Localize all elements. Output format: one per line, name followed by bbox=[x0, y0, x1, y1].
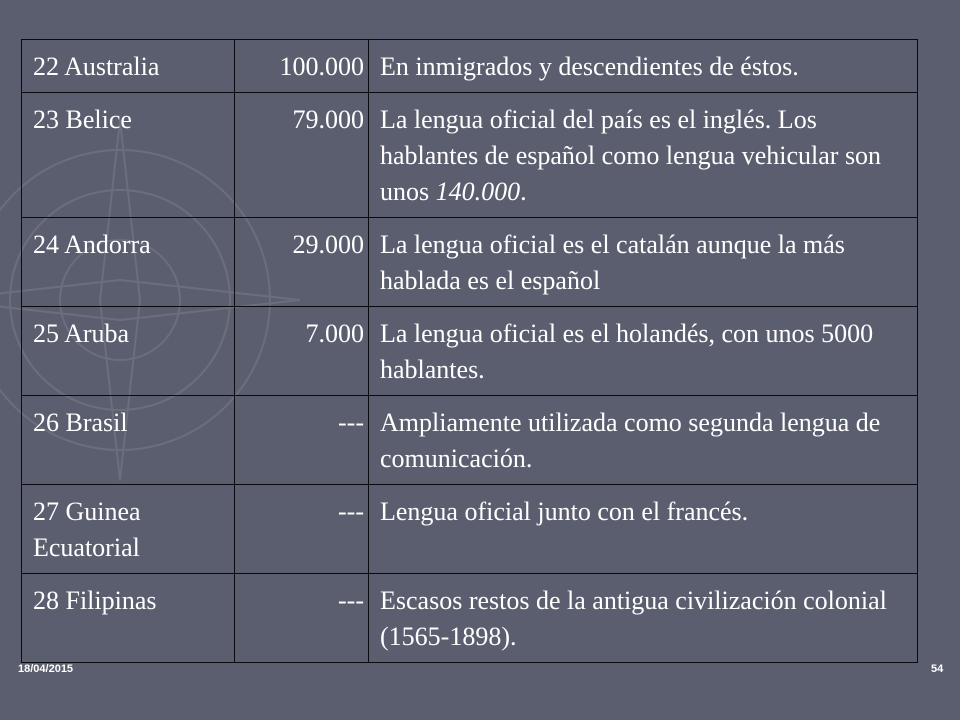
table-row bbox=[22, 307, 918, 396]
description-cell bbox=[369, 40, 918, 93]
speakers-cell: --- bbox=[235, 396, 369, 485]
table-row bbox=[22, 40, 918, 93]
table-row bbox=[22, 93, 918, 218]
countries-table bbox=[21, 39, 918, 663]
country-cell: 22 Australia bbox=[22, 40, 235, 93]
description-text: La lengua oficial es el holandés, con unos 5000 hablantes. bbox=[380, 319, 874, 384]
description-text: Lengua oficial junto con el francés. bbox=[380, 497, 749, 526]
country-cell: 26 Brasil bbox=[22, 396, 235, 485]
table-row bbox=[22, 485, 918, 574]
slide-page-number: 54 bbox=[931, 663, 944, 675]
speakers-cell: 79.000 bbox=[235, 93, 369, 218]
table-row bbox=[22, 396, 918, 485]
speakers-cell: --- bbox=[235, 574, 369, 663]
description-text: Escasos restos de la antigua civilización colonial (1565-1898). bbox=[380, 586, 887, 651]
country-cell: 27 Guinea Ecuatorial bbox=[22, 485, 235, 574]
description-cell bbox=[369, 218, 918, 307]
description-text: Ampliamente utilizada como segunda lengua de comunicación. bbox=[380, 408, 881, 473]
description-italic-text: 140.000 bbox=[435, 177, 521, 206]
table-row bbox=[22, 218, 918, 307]
description-cell bbox=[369, 485, 918, 574]
country-cell: 24 Andorra bbox=[22, 218, 235, 307]
description-tail-text: . bbox=[520, 177, 527, 206]
description-cell bbox=[369, 574, 918, 663]
table-row bbox=[22, 574, 918, 663]
slide-date: 18/04/2015 bbox=[18, 663, 74, 675]
description-text: En inmigrados y descendientes de éstos. bbox=[380, 52, 799, 81]
description-cell bbox=[369, 396, 918, 485]
description-text: La lengua oficial del país es el inglés. Los hablantes de español como lengua vehicular son unos bbox=[380, 105, 882, 206]
country-cell: 28 Filipinas bbox=[22, 574, 235, 663]
country-cell: 25 Aruba bbox=[22, 307, 235, 396]
description-text: La lengua oficial es el catalán aunque la más hablada es el español bbox=[380, 230, 845, 295]
speakers-cell: 7.000 bbox=[235, 307, 369, 396]
speakers-cell: 29.000 bbox=[235, 218, 369, 307]
description-cell bbox=[369, 307, 918, 396]
country-cell: 23 Belice bbox=[22, 93, 235, 218]
speakers-cell: 100.000 bbox=[235, 40, 369, 93]
speakers-cell: --- bbox=[235, 485, 369, 574]
description-cell bbox=[369, 93, 918, 218]
